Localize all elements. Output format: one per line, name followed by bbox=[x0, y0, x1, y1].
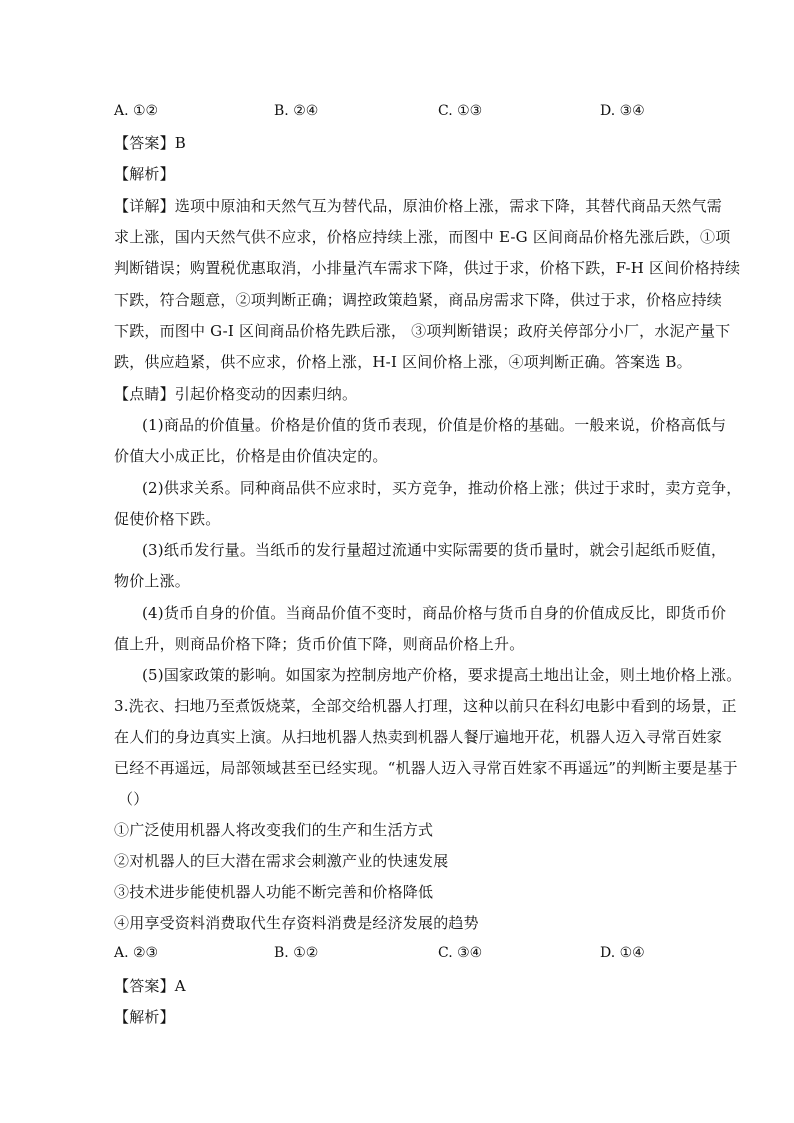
q3-option-c: C. ③④ bbox=[438, 945, 483, 961]
tip-point-line: (4)货币自身的价值。当商品价值不变时，商品价格与货币自身的价值成反比，即货币价 bbox=[142, 604, 727, 622]
q3-statement: ③技术进步能使机器人功能不断完善和价格降低 bbox=[114, 883, 434, 901]
q3-stem-line: （） bbox=[118, 790, 149, 808]
tip-point-line: (3)纸币发行量。当纸币的发行量超过流通中实际需要的货币量时，就会引起纸币贬值， bbox=[142, 541, 727, 559]
q3-statement: ④用享受资料消费取代生存资料消费是经济发展的趋势 bbox=[114, 914, 479, 932]
q3-option-b: B. ①② bbox=[274, 945, 319, 961]
q2-answer: 【答案】B bbox=[114, 134, 187, 152]
q2-detail-line: 判断错误；购置税优惠取消，小排量汽车需求下降，供过于求，价格下跌，F-H 区间价格持续 bbox=[114, 259, 741, 277]
q3-analysis-label: 【解析】 bbox=[114, 1008, 175, 1026]
q2-option-a: A. ①② bbox=[114, 103, 159, 119]
q2-tip-line: 【点睛】引起价格变动的因素归纳。 bbox=[114, 385, 358, 403]
q3-stem-line: 3.洗衣、扫地乃至煮饭烧菜，全部交给机器人打理，这种以前只在科幻电影中看到的场景，正 bbox=[114, 697, 737, 715]
q2-detail-line: 下跌，而图中 G-I 区间商品价格先跌后涨， ③项判断错误；政府关停部分小厂，水泥产量下 bbox=[114, 322, 731, 340]
q2-options-row bbox=[114, 103, 694, 123]
tip-point-line: (5)国家政策的影响。如国家为控制房地产价格，要求提高土地出让金，则土地价格上涨。 bbox=[142, 666, 742, 684]
q3-options-row bbox=[114, 945, 694, 965]
q3-stem-line: 在人们的身边真实上演。从扫地机器人热卖到机器人餐厅遍地开花，机器人迈入寻常百姓家 bbox=[114, 728, 723, 746]
tip-point-line: (2)供求关系。同种商品供不应求时，买方竞争，推动价格上涨；供过于求时，卖方竞争， bbox=[142, 479, 742, 497]
q3-statement: ②对机器人的巨大潜在需求会刺激产业的快速发展 bbox=[114, 852, 449, 870]
q2-analysis-label: 【解析】 bbox=[114, 165, 175, 183]
q3-option-d: D. ①④ bbox=[600, 945, 645, 961]
tip-point-line: 值上升，则商品价格下降；货币价值下降，则商品价格上升。 bbox=[114, 635, 525, 653]
q2-detail-line: 【详解】选项中原油和天然气互为替代品，原油价格上涨，需求下降，其替代商品天然气需 bbox=[114, 197, 723, 215]
q3-stem-line: 已经不再遥远，局部领域甚至已经实现。“机器人迈入寻常百姓家不再遥远”的判断主要是基于 bbox=[114, 759, 738, 777]
q2-detail-line: 求上涨，国内天然气供不应求，价格应持续上涨，而图中 E-G 区间商品价格先涨后跌，①项 bbox=[114, 228, 731, 246]
q3-statement: ①广泛使用机器人将改变我们的生产和生活方式 bbox=[114, 821, 434, 839]
tip-point-line: 价值大小成正比，价格是由价值决定的。 bbox=[114, 447, 388, 465]
q2-option-d: D. ③④ bbox=[600, 103, 645, 119]
q2-option-c: C. ①③ bbox=[438, 103, 483, 119]
tip-point-line: (1)商品的价值量。价格是价值的货币表现，价值是价格的基础。一般来说，价格高低与 bbox=[142, 416, 727, 434]
tip-point-line: 物价上涨。 bbox=[114, 572, 191, 590]
q2-detail-line: 跌，供应趋紧，供不应求，价格上涨，H-I 区间价格上涨，④项判断正确。答案选 B。 bbox=[114, 353, 692, 371]
q2-detail-line: 下跌，符合题意，②项判断正确；调控政策趋紧，商品房需求下降，供过于求，价格应持续 bbox=[114, 291, 723, 309]
q3-option-a: A. ②③ bbox=[114, 945, 159, 961]
q3-answer: 【答案】A bbox=[114, 977, 186, 995]
tip-point-line: 促使价格下跌。 bbox=[114, 510, 221, 528]
q2-option-b: B. ②④ bbox=[274, 103, 319, 119]
